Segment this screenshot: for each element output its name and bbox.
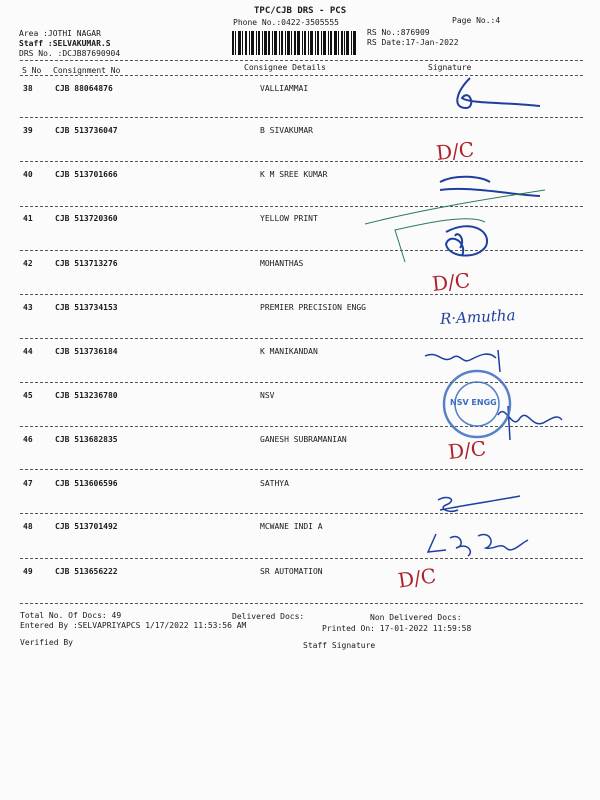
printed-on: Printed On: 17-01-2022 11:59:58 [322,624,472,633]
table-row [0,391,600,435]
row-divider [20,161,583,162]
row-consignee: MCWANE INDI A [260,522,323,531]
table-row [0,435,600,479]
divider [20,75,583,76]
row-sno: 40 [23,170,33,179]
barcode [232,31,356,55]
document-title: TPC/CJB DRS - PCS [254,6,347,16]
table-row [0,567,600,611]
row-consignee: NSV [260,391,275,400]
entered-by: Entered By :SELVAPRIYAPCS 1/17/2022 11:53:56 AM [20,621,247,630]
drs-number: DRS No. :DCJB87690904 [19,49,121,58]
non-delivered-docs: Non Delivered Docs: [370,613,462,622]
row-consignment-no: CJB 513606596 [55,479,118,488]
row-consignment-no: CJB 513682835 [55,435,118,444]
row-divider [20,250,583,251]
row-consignment-no: CJB 513720360 [55,214,118,223]
row-divider [20,426,583,427]
page-number: Page No.:4 [452,16,501,25]
row-consignee: GANESH SUBRAMANIAN [260,435,347,444]
rs-date: RS Date:17-Jan-2022 [367,38,459,47]
col-header-consignee: Consignee Details [244,63,326,72]
row-divider [20,469,583,470]
table-row [0,479,600,523]
total-docs: Total No. Of Docs: 49 [20,611,122,620]
table-row [0,84,600,128]
row-sno: 41 [23,214,33,223]
dc-mark: D/C [430,268,472,296]
table-row [0,347,600,391]
table-row [0,214,600,258]
divider [20,60,583,61]
row-consignee: MOHANTHAS [260,259,304,268]
row-consignment-no: CJB 513734153 [55,303,118,312]
row-consignment-no: CJB 513713276 [55,259,118,268]
delivered-docs: Delivered Docs: [232,612,305,621]
row-divider [20,117,583,118]
row-consignment-no: CJB 88064876 [55,84,113,93]
row-sno: 45 [23,391,33,400]
row-consignment-no: CJB 513701666 [55,170,118,179]
row-sno: 47 [23,479,33,488]
row-sno: 42 [23,259,33,268]
row-consignment-no: CJB 513236780 [55,391,118,400]
row-divider [20,513,583,514]
staff-label: Staff :SELVAKUMAR.S [19,39,111,48]
row-consignee: YELLOW PRINT [260,214,318,223]
col-header-consignment: Consignment No [53,66,121,75]
row-sno: 43 [23,303,33,312]
row-sno: 46 [23,435,33,444]
dc-mark: D/C [396,563,438,593]
row-consignee: K M SREE KUMAR [260,170,328,179]
stamp-text: NSV ENGG [450,398,497,407]
row-consignee: B SIVAKUMAR [260,126,313,135]
row-consignment-no: CJB 513736047 [55,126,118,135]
row-consignee: SATHYA [260,479,289,488]
dc-mark: D/C [446,436,488,464]
row-consignment-no: CJB 513701492 [55,522,118,531]
rs-number: RS No.:876909 [367,28,430,37]
row-sno: 39 [23,126,33,135]
row-consignee: VALLIAMMAI [260,84,309,93]
table-row [0,522,600,566]
row-divider [20,603,583,604]
col-header-sno: S No [22,66,42,75]
row-sno: 48 [23,522,33,531]
row-sno: 44 [23,347,33,356]
area-label: Area :JOTHI NAGAR [19,29,101,38]
table-row [0,126,600,170]
verified-by: Verified By [20,638,73,647]
row-consignee: SR AUTOMATION [260,567,323,576]
table-row [0,170,600,214]
row-divider [20,206,583,207]
row-divider [20,382,583,383]
col-header-signature: Signature [428,63,472,72]
table-row [0,259,600,303]
staff-signature: Staff Signature [303,641,376,650]
row-consignee: K MANIKANDAN [260,347,318,356]
phone-number: Phone No.:0422-3505555 [233,18,339,27]
row-consignment-no: CJB 513656222 [55,567,118,576]
row-consignment-no: CJB 513736184 [55,347,118,356]
row-consignee: PREMIER PRECISION ENGG [260,303,366,312]
row-sno: 49 [23,567,33,576]
row-sno: 38 [23,84,33,93]
row-divider [20,294,583,295]
dc-mark: D/C [434,137,476,165]
row-divider [20,338,583,339]
signature-r-amutha: R·Amutha [439,306,516,328]
row-divider [20,558,583,559]
